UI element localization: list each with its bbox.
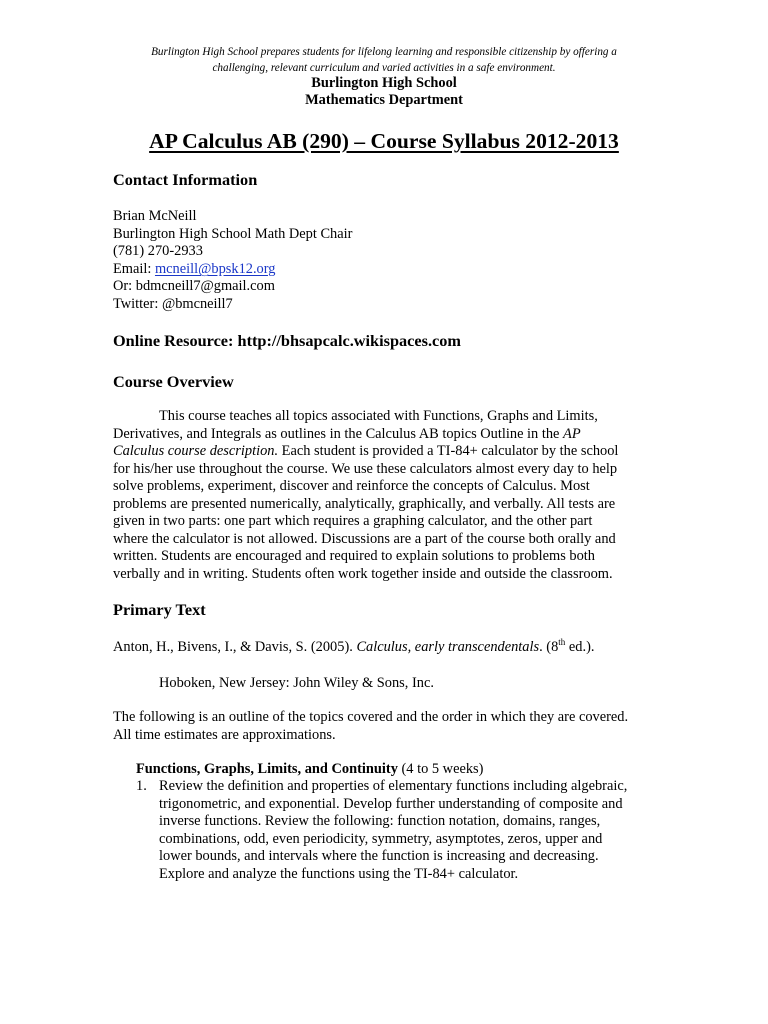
course-description-ref: Calculus course description. — [113, 443, 279, 459]
contact-twitter: Twitter: @bmcneill7 — [113, 296, 233, 312]
contact-role: Burlington High School Math Dept Chair — [113, 226, 353, 242]
contact-phone: (781) 270-2933 — [113, 243, 203, 259]
unit-title: Functions, Graphs, Limits, and Continuity — [136, 761, 398, 777]
primary-text-heading: Primary Text — [113, 600, 206, 619]
overview-line: given in two parts: one part which requires a graphing calculator, and the other part — [113, 513, 593, 529]
course-description-ref: AP — [563, 426, 581, 442]
contact-alt-email: Or: bdmcneill7@gmail.com — [113, 278, 275, 294]
overview-line: written. Students are encouraged and required to explain solutions to problems both — [113, 548, 595, 564]
unit-duration: (4 to 5 weeks) — [397, 761, 484, 777]
mission-statement-line-2: challenging, relevant curriculum and varied activities in a safe environment. — [212, 62, 556, 74]
online-resource: Online Resource: http://bhsapcalc.wikispaces.com — [113, 331, 461, 350]
contact-heading: Contact Information — [113, 170, 258, 189]
overview-line: Calculus course description. Each student is provided a TI-84+ calculator by the school — [113, 443, 619, 459]
overview-line: for his/her use throughout the course. We use these calculators almost every day to help — [113, 461, 618, 477]
department-name: Mathematics Department — [305, 92, 463, 108]
list-item-line: inverse functions. Review the following: function notation, domains, ranges, — [159, 813, 601, 829]
contact-name: Brian McNeill — [113, 208, 197, 224]
overview-line: verbally and in writing. Students often work together inside and outside the classroom. — [113, 566, 613, 582]
overview-heading: Course Overview — [113, 372, 234, 391]
mission-statement-line-1: Burlington High School prepares students for lifelong learning and responsible citizenship by offering a — [151, 46, 617, 58]
overview-line: problems are presented numerically, analytically, graphically, and verbally. All tests are — [113, 496, 616, 512]
list-item-line: trigonometric, and exponential. Develop further understanding of composite and — [159, 796, 623, 812]
email-link[interactable]: mcneill@bpsk12.org — [154, 261, 276, 277]
outline-intro-line: All time estimates are approximations. — [113, 727, 336, 743]
list-item-line: lower bounds, and intervals where the function is increasing and decreasing. — [159, 848, 599, 864]
textbook-citation: Anton, H., Bivens, I., & Davis, S. (2005). Calculus, early transcendentals. (8th ed.). — [113, 637, 595, 655]
list-item-line: Review the definition and properties of elementary functions including algebraic, — [159, 778, 628, 794]
email-label: Email: — [113, 261, 155, 277]
overview-line: where the calculator is not allowed. Discussions are a part of the course both orally and — [113, 531, 616, 547]
outline-intro-line: The following is an outline of the topics covered and the order in which they are covered. — [113, 709, 629, 725]
overview-line: solve problems, experiment, discover and reinforce the concepts of Calculus. Most — [113, 478, 590, 494]
list-item-line: combinations, odd, even periodicity, symmetry, asymptotes, zeros, upper and — [159, 831, 603, 847]
school-name: Burlington High School — [311, 75, 457, 91]
list-item-line: Explore and analyze the functions using the TI-84+ calculator. — [159, 866, 519, 882]
unit-heading — [136, 761, 483, 778]
contact-email-line — [113, 261, 275, 278]
page-title: AP Calculus AB (290) – Course Syllabus 2012-2013 — [149, 129, 619, 153]
list-number: 1. — [136, 778, 147, 794]
overview-line: Derivatives, and Integrals as outlines in the Calculus AB topics Outline in the AP — [113, 426, 581, 442]
overview-line: This course teaches all topics associated with Functions, Graphs and Limits, — [159, 408, 598, 424]
textbook-publisher: Hoboken, New Jersey: John Wiley & Sons, Inc. — [159, 675, 434, 691]
textbook-title: Calculus, early transcendentals — [356, 639, 540, 655]
